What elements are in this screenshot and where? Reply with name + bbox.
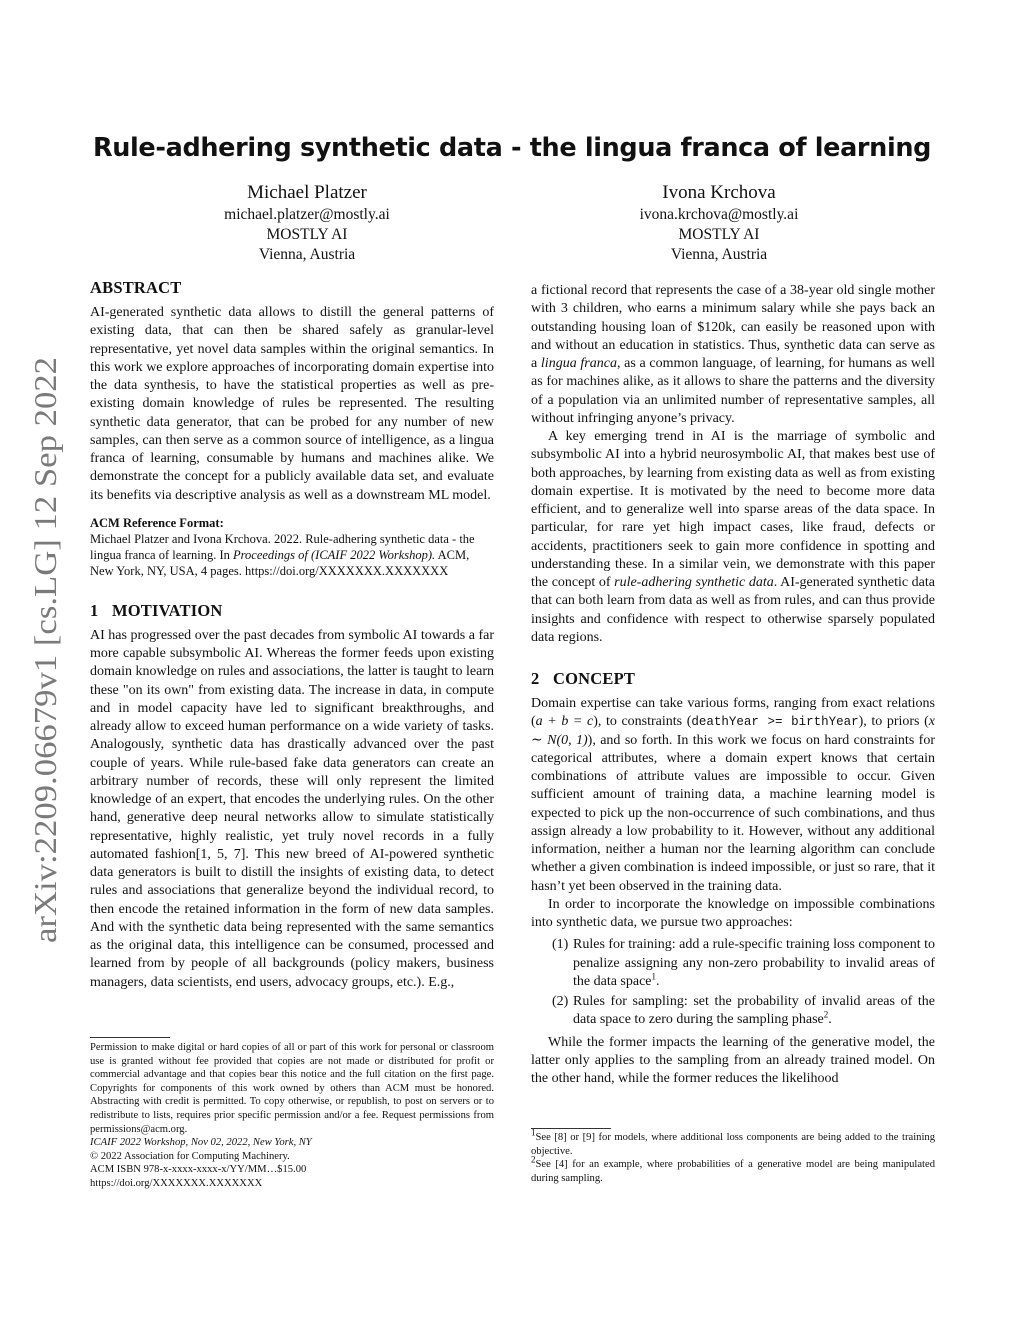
text-run: ), to priors ( bbox=[858, 714, 929, 730]
author-org: MOSTLY AI bbox=[678, 226, 760, 243]
section-title: MOTIVATION bbox=[112, 600, 223, 620]
acm-ref-text: Michael Platzer and Ivona Krchova. 2022. Rule-adhering synthetic data - the lingua franca of learning. In bbox=[90, 531, 475, 562]
motivation-continued bbox=[531, 282, 935, 428]
footnote-number: 1 bbox=[531, 1127, 536, 1138]
section-title: CONCEPT bbox=[553, 669, 636, 688]
concept-paragraph-2: In order to incorporate the knowledge on impossible combinations into synthetic data, we pursue two approaches: bbox=[531, 896, 935, 930]
section-number: 1 bbox=[90, 600, 99, 620]
motivation-paragraph-2 bbox=[531, 428, 935, 647]
list-item-text: Rules for sampling: set the probability of invalid areas of the data space to zero during the sampling phase bbox=[573, 994, 935, 1028]
math-prior: x ∼ N(0, 1) bbox=[531, 714, 935, 748]
footnote-number: 2 bbox=[531, 1154, 536, 1165]
text-run: ), to constraints ( bbox=[593, 714, 692, 730]
list-item-end: . bbox=[828, 1012, 832, 1028]
math-equation: a + b = c bbox=[535, 714, 594, 730]
author-block-2 bbox=[569, 180, 869, 265]
list-item-label: (1) bbox=[552, 937, 569, 953]
copyright-line: © 2022 Association for Computing Machinery. bbox=[90, 1150, 290, 1162]
italic-term: lingua franca bbox=[540, 356, 617, 371]
author-name: Ivona Krchova bbox=[662, 182, 776, 203]
doi-line: https://doi.org/XXXXXXX.XXXXXXX bbox=[90, 1177, 263, 1189]
right-column bbox=[531, 282, 935, 1088]
list-item-end: . bbox=[656, 973, 660, 989]
section-1-text: AI has progressed over the past decades from symbolic AI towards a far more capable subsymbolic AI. Whereas the former feeds upon existing domain knowledge on rules and associations, the latter is taught to learn these "on its own" from existing data. The increase in data, in compute and in model capacity have led to significant breakthroughs, and already allow to exceed human performance on a wide variety of tasks. Analogously, synthetic data has drastically advanced over the past couple of years. While rule-based fake data generators can create an arbitrary number of records, these will only represent the limited knowledge of an expert, that encodes the underlying rules. On the other hand, generative deep neural networks allow to simulate statistically representative, highly realistic, yet truly novel records in a fully automated fashion[1, 5, 7]. This new breed of AI-powered synthetic data generators is built to distill the insights of existing data, to detect rules and associations that generalize beyond the individual record, to then encode the retained information in the form of new data samples. And with the synthetic data being represented with the same semantics as the original data, this intelligence can be consumed, processed and learned from by people of all backgrounds (policy makers, business managers, data scientists, end users, advocacy groups, etc.). E.g., bbox=[90, 627, 494, 990]
text-run: . AI-generated synthetic data that can both learn from data as well as from rules, and can thus provide insights and confidence with respect to otherwise sparsely populated data regions. bbox=[531, 575, 935, 645]
copyright-block bbox=[90, 1041, 494, 1191]
author-email: ivona.krchova@mostly.ai bbox=[639, 206, 799, 223]
text-run: a fictional record that represents the case of a 38-year old single mother with 3 children, who earns a minimum salary while she pays back an outstanding housing loan of $120k, can easily be reasoned upon with and without an education in statistics. Thus, synthetic data can serve as a bbox=[531, 283, 935, 371]
footnote-text: See [4] for an example, where probabilities of a generative model are being manipulated during sampling. bbox=[531, 1159, 935, 1184]
section-number: 2 bbox=[531, 669, 540, 688]
author-location: Vienna, Austria bbox=[670, 246, 768, 263]
concept-paragraph-3: While the former impacts the learning of the generative model, the latter only applies to the sampling from an already trained model. On the other hand, while the former reduces the likelihood bbox=[531, 1034, 935, 1086]
concept-paragraph-1 bbox=[531, 695, 935, 896]
author-org: MOSTLY AI bbox=[266, 226, 348, 243]
text-run: ), and so forth. In this work we focus on hard constraints for categorical attributes, where a domain expert knows that certain combinations of attribute values are impossible to occur. Given sufficient amount of training data, a machine learning model is expected to pick up the non-occurrence of such combinations, and thus assign already a low probability to it. However, without any additional information, neither a human nor the learning algorithm can conclude whether a given combination is indeed impossible, or just so rare, that it hasn’t yet been observed in the training data. bbox=[531, 732, 935, 894]
acm-ref-text-end: ACM, New York, NY, USA, 4 pages. https://doi.org/XXXXXXX.XXXXXXX bbox=[90, 547, 470, 578]
list-item-text: Rules for training: add a rule-specific training loss component to penalize assigning any non-zero probability to invalid areas of the data space bbox=[573, 937, 935, 989]
paper-title: Rule-adhering synthetic data - the lingua franca of learning bbox=[92, 133, 932, 163]
acm-ref-heading: ACM Reference Format: bbox=[90, 515, 224, 530]
author-block-1 bbox=[157, 180, 457, 265]
footnote-marker: 2 bbox=[823, 1009, 829, 1020]
acm-ref-body bbox=[90, 531, 494, 579]
abstract-heading: ABSTRACT bbox=[90, 278, 182, 297]
left-column bbox=[90, 278, 494, 992]
author-email: michael.platzer@mostly.ai bbox=[224, 206, 390, 223]
list-item bbox=[531, 936, 935, 991]
text-run: , as a common language, of learning, for humans as well as for machines alike, as it allows to share the patterns and the diversity of a population via an unlimited number of representative samples, all without infringing anyone’s privacy. bbox=[531, 356, 935, 426]
text-run: Domain expertise can take various forms, ranging from exact relations ( bbox=[531, 696, 935, 730]
italic-term: rule-adhering synthetic data bbox=[614, 575, 774, 590]
author-location: Vienna, Austria bbox=[258, 246, 356, 263]
arxiv-id: arXiv:2209.06679v1 [cs.LG] 12 Sep 2022 bbox=[27, 402, 63, 943]
footnote-1 bbox=[531, 1127, 935, 1158]
footnote-text: See [8] or [9] for models, where additional loss components are being added to the training objective. bbox=[531, 1132, 935, 1157]
text-run: A key emerging trend in AI is the marriage of symbolic and subsymbolic AI into a hybrid neurosymbolic AI, that makes best use of both approaches, by learning from existing data as well as from existing domain expertise. It is motivated by the need to become more data efficient, and to generalize well into sparse areas of the data space. In particular, for rare yet high impact cases, like fraud, defects or accidents, practitioners seek to gain more confidence in spotting and understanding these. In a similar vein, we demonstrate with this paper the concept of bbox=[531, 429, 935, 590]
acm-ref-proceedings: Proceedings of (ICAIF 2022 Workshop). bbox=[233, 547, 436, 562]
arxiv-side-stamp bbox=[14, 355, 74, 945]
venue-line: ICAIF 2022 Workshop, Nov 02, 2022, New York, NY bbox=[90, 1137, 312, 1149]
section-1-heading bbox=[90, 601, 494, 621]
section-2-heading bbox=[531, 669, 935, 689]
list-item-label: (2) bbox=[552, 994, 569, 1009]
abstract-text: AI-generated synthetic data allows to distill the general patterns of existing data, that can then be shared safely as granular-level representative, yet novel data samples within the original semantics. In this work we explore approaches of incorporating domain expertise into the data synthesis, to have the statistical properties as well as pre-existing domain knowledge of rules be represented. The resulting synthetic data generator, that can be probed for any number of new samples, can then serve as a common source of intelligence, as a lingua franca of learning, consumable by humans and machines alike. We demonstrate the concept for a publicly available data set, and evaluate its benefits via descriptive analysis as well as a downstream ML model. bbox=[90, 305, 494, 503]
footer-rule bbox=[90, 1037, 170, 1038]
permission-notice: Permission to make digital or hard copies of all or part of this work for personal or classroom use is granted without fee provided that copies are not made or distributed for profit or commercial advantage and that copies bear this notice and the full citation on the first page. Copyrights for components of this work owned by others than ACM must be honored. Abstracting with credit is permitted. To copy otherwise, or republish, to post on servers or to redistribute to lists, requires prior specific permission and/or a fee. Request permissions from permissions@acm.org. bbox=[90, 1042, 494, 1135]
footnote-2 bbox=[531, 1154, 935, 1185]
isbn-line: ACM ISBN 978-x-xxxx-xxxx-x/YY/MM…$15.00 bbox=[90, 1164, 307, 1176]
approach-list bbox=[531, 936, 935, 1029]
footnote-rule bbox=[531, 1128, 611, 1129]
author-name: Michael Platzer bbox=[247, 182, 367, 203]
footnote-marker: 1 bbox=[651, 971, 657, 982]
list-item bbox=[531, 993, 935, 1030]
footnotes bbox=[531, 1127, 935, 1185]
code-constraint: deathYear >= birthYear bbox=[691, 715, 859, 730]
